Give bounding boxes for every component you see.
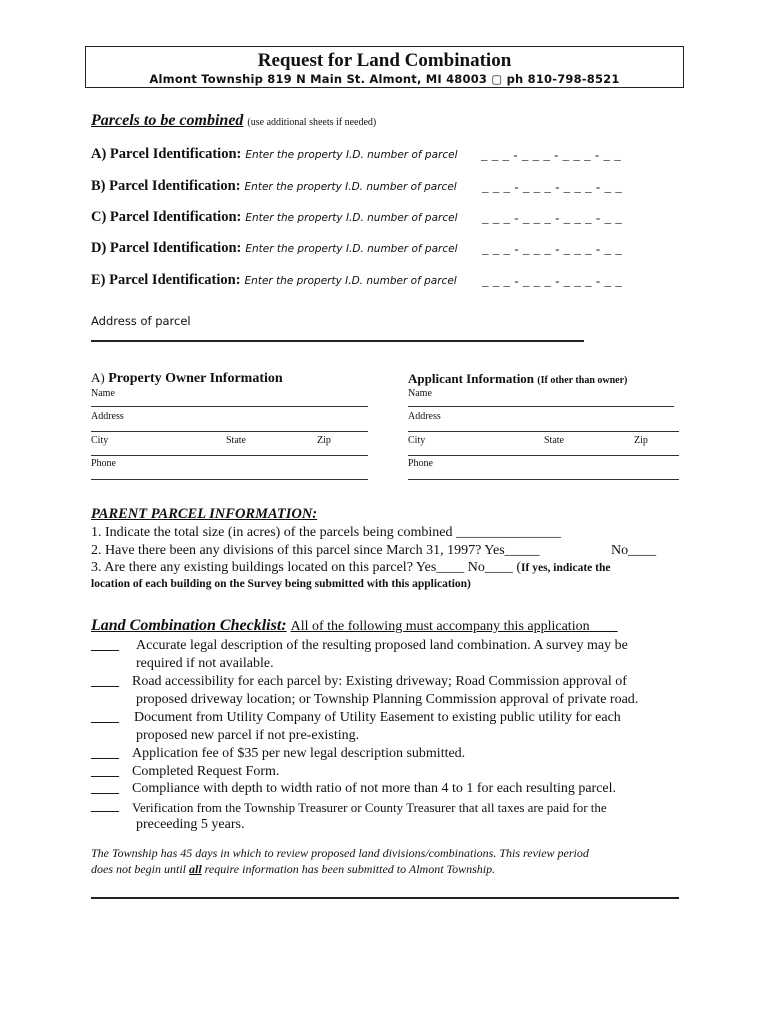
- checklist-item-6-text: Compliance with depth to width ratio of not more than 4 to 1 for each resulting parcel.: [132, 781, 617, 796]
- header-box: [85, 46, 684, 88]
- parcels-section-heading: [91, 112, 376, 130]
- document-subtitle: Almont Township 819 N Main St. Almont, MI 48003 ▢ ph 810-798-8521: [149, 72, 620, 86]
- review-period-text-b: require information has been submitted to Almont Township.: [201, 862, 496, 876]
- owner-phone-line[interactable]: [91, 479, 368, 480]
- checklist-item-3[interactable]: [91, 710, 119, 726]
- checklist-item-3-text-2: proposed new parcel if not pre-existing.: [136, 728, 360, 743]
- applicant-city-label: City: [408, 435, 426, 446]
- document-title: Request for Land Combination: [257, 50, 512, 71]
- checklist-item-7-text: Verification from the Township Treasurer or County Treasurer that all taxes are paid for the: [132, 800, 607, 815]
- owner-state-label: State: [226, 435, 246, 446]
- checklist-item-1-text-2: required if not available.: [136, 656, 274, 671]
- owner-city-label: City: [91, 435, 109, 446]
- checklist-blank[interactable]: ____: [91, 638, 119, 653]
- applicant-phone-line[interactable]: [408, 479, 679, 480]
- parcel-row-b[interactable]: [91, 177, 457, 195]
- parcel-row-c[interactable]: [91, 208, 458, 226]
- address-of-parcel-label: Address of parcel: [91, 314, 191, 328]
- parent-question-3[interactable]: [91, 560, 610, 576]
- parent-question-2[interactable]: 2. Have there been any divisions of this parcel since March 31, 1997? Yes_____: [91, 543, 540, 558]
- address-of-parcel-line[interactable]: [91, 340, 584, 342]
- parcel-label: C) Parcel Identification:: [91, 209, 242, 225]
- applicant-name-label: Name: [408, 388, 432, 399]
- checklist-item-7[interactable]: [91, 799, 119, 815]
- checklist-item-2-text-2: proposed driveway location; or Township Planning Commission approval of private road.: [136, 692, 639, 707]
- parcel-hint: Enter the property I.D. number of parcel: [244, 275, 457, 287]
- parcel-label: A) Parcel Identification:: [91, 146, 242, 162]
- applicant-city-line[interactable]: [408, 455, 679, 456]
- applicant-state-label: State: [544, 435, 564, 446]
- applicant-heading-text: Applicant Information: [408, 371, 535, 386]
- checklist-item-7-text-2: preceeding 5 years.: [136, 817, 245, 832]
- checklist-item-6[interactable]: [91, 781, 119, 797]
- parent-question-2-no[interactable]: No____: [611, 543, 657, 558]
- applicant-zip-label: Zip: [634, 435, 648, 446]
- review-period-note: The Township has 45 days in which to review proposed land divisions/combinations. This review period: [91, 846, 589, 860]
- checklist-intro: All of the following must accompany this application: [290, 619, 590, 634]
- owner-phone-label: Phone: [91, 458, 116, 469]
- review-period-emphasis: all: [189, 862, 202, 876]
- applicant-note: (If other than owner): [537, 375, 628, 386]
- parcel-id-field-b[interactable]: _ _ _ - _ _ _ - _ _ _ - _ _: [482, 179, 623, 194]
- checklist-blank[interactable]: ____: [91, 764, 119, 779]
- signature-line[interactable]: [91, 897, 679, 899]
- parcel-label: B) Parcel Identification:: [91, 178, 241, 194]
- checklist-item-1-text: Accurate legal description of the resulting proposed land combination. A survey may be: [136, 638, 628, 653]
- checklist-blank[interactable]: ____: [91, 746, 119, 761]
- owner-city-line[interactable]: [91, 455, 368, 456]
- checklist-blank[interactable]: ____: [91, 799, 119, 814]
- parcel-hint: Enter the property I.D. number of parcel: [245, 149, 458, 161]
- checklist-item-3-text: Document from Utility Company of Utility Easement to existing public utility for each: [134, 710, 621, 725]
- checklist-item-4-text: Application fee of $35 per new legal description submitted.: [132, 746, 466, 761]
- parcels-note: (use additional sheets if needed): [247, 117, 377, 128]
- owner-prefix: A): [91, 370, 105, 385]
- owner-address-line[interactable]: [91, 431, 368, 432]
- parcel-id-field-e[interactable]: _ _ _ - _ _ _ - _ _ _ - _ _: [482, 273, 623, 288]
- checklist-blank[interactable]: ____: [91, 710, 119, 725]
- checklist-heading: Land Combination Checklist:: [91, 617, 287, 634]
- applicant-address-line[interactable]: [408, 431, 679, 432]
- parent-question-3-text: 3. Are there any existing buildings located on this parcel? Yes____ No____ (: [91, 560, 522, 575]
- owner-heading-text: Property Owner Information: [108, 371, 283, 386]
- parcel-id-field-d[interactable]: _ _ _ - _ _ _ - _ _ _ - _ _: [482, 241, 623, 256]
- parcel-hint: Enter the property I.D. number of parcel: [245, 243, 458, 255]
- checklist-blank[interactable]: ____: [91, 781, 119, 796]
- parcel-row-a[interactable]: [91, 145, 458, 163]
- parent-question-3-note-cont: location of each building on the Survey being submitted with this application): [91, 578, 471, 590]
- checklist-item-2[interactable]: [91, 674, 119, 690]
- checklist-heading-row: [91, 617, 618, 635]
- parcel-id-field-a[interactable]: _ _ _ - _ _ _ - _ _ _ - _ _: [481, 147, 622, 162]
- parcel-label: E) Parcel Identification:: [91, 272, 241, 288]
- owner-name-label: Name: [91, 388, 115, 399]
- applicant-heading: [408, 371, 627, 387]
- owner-address-label: Address: [91, 411, 124, 422]
- parcel-row-e[interactable]: [91, 271, 457, 289]
- parcel-id-field-c[interactable]: _ _ _ - _ _ _ - _ _ _ - _ _: [482, 210, 623, 225]
- parcel-hint: Enter the property I.D. number of parcel: [245, 212, 458, 224]
- parent-question-1[interactable]: 1. Indicate the total size (in acres) of the parcels being combined _______________: [91, 525, 562, 540]
- parent-parcel-heading: PARENT PARCEL INFORMATION:: [91, 506, 318, 522]
- parcel-row-d[interactable]: [91, 239, 458, 257]
- checklist-item-2-text: Road accessibility for each parcel by: Existing driveway; Road Commission approval of: [132, 674, 627, 689]
- checklist-item-1[interactable]: [91, 638, 119, 654]
- parcel-label: D) Parcel Identification:: [91, 240, 242, 256]
- owner-heading: [91, 370, 283, 387]
- checklist-item-5-text: Completed Request Form.: [132, 764, 280, 779]
- applicant-name-line[interactable]: [408, 406, 674, 407]
- checklist-item-5[interactable]: [91, 764, 119, 780]
- review-period-note-2: [91, 862, 495, 877]
- review-period-text-a: does not begin until: [91, 862, 189, 876]
- parent-question-3-note: If yes, indicate the: [521, 562, 611, 574]
- checklist-blank[interactable]: ____: [91, 674, 119, 689]
- applicant-phone-label: Phone: [408, 458, 433, 469]
- applicant-address-label: Address: [408, 411, 441, 422]
- owner-zip-label: Zip: [317, 435, 331, 446]
- parcel-hint: Enter the property I.D. number of parcel: [244, 181, 457, 193]
- owner-name-line[interactable]: [91, 406, 368, 407]
- checklist-item-4[interactable]: [91, 746, 119, 762]
- parcels-heading: Parcels to be combined: [91, 112, 244, 129]
